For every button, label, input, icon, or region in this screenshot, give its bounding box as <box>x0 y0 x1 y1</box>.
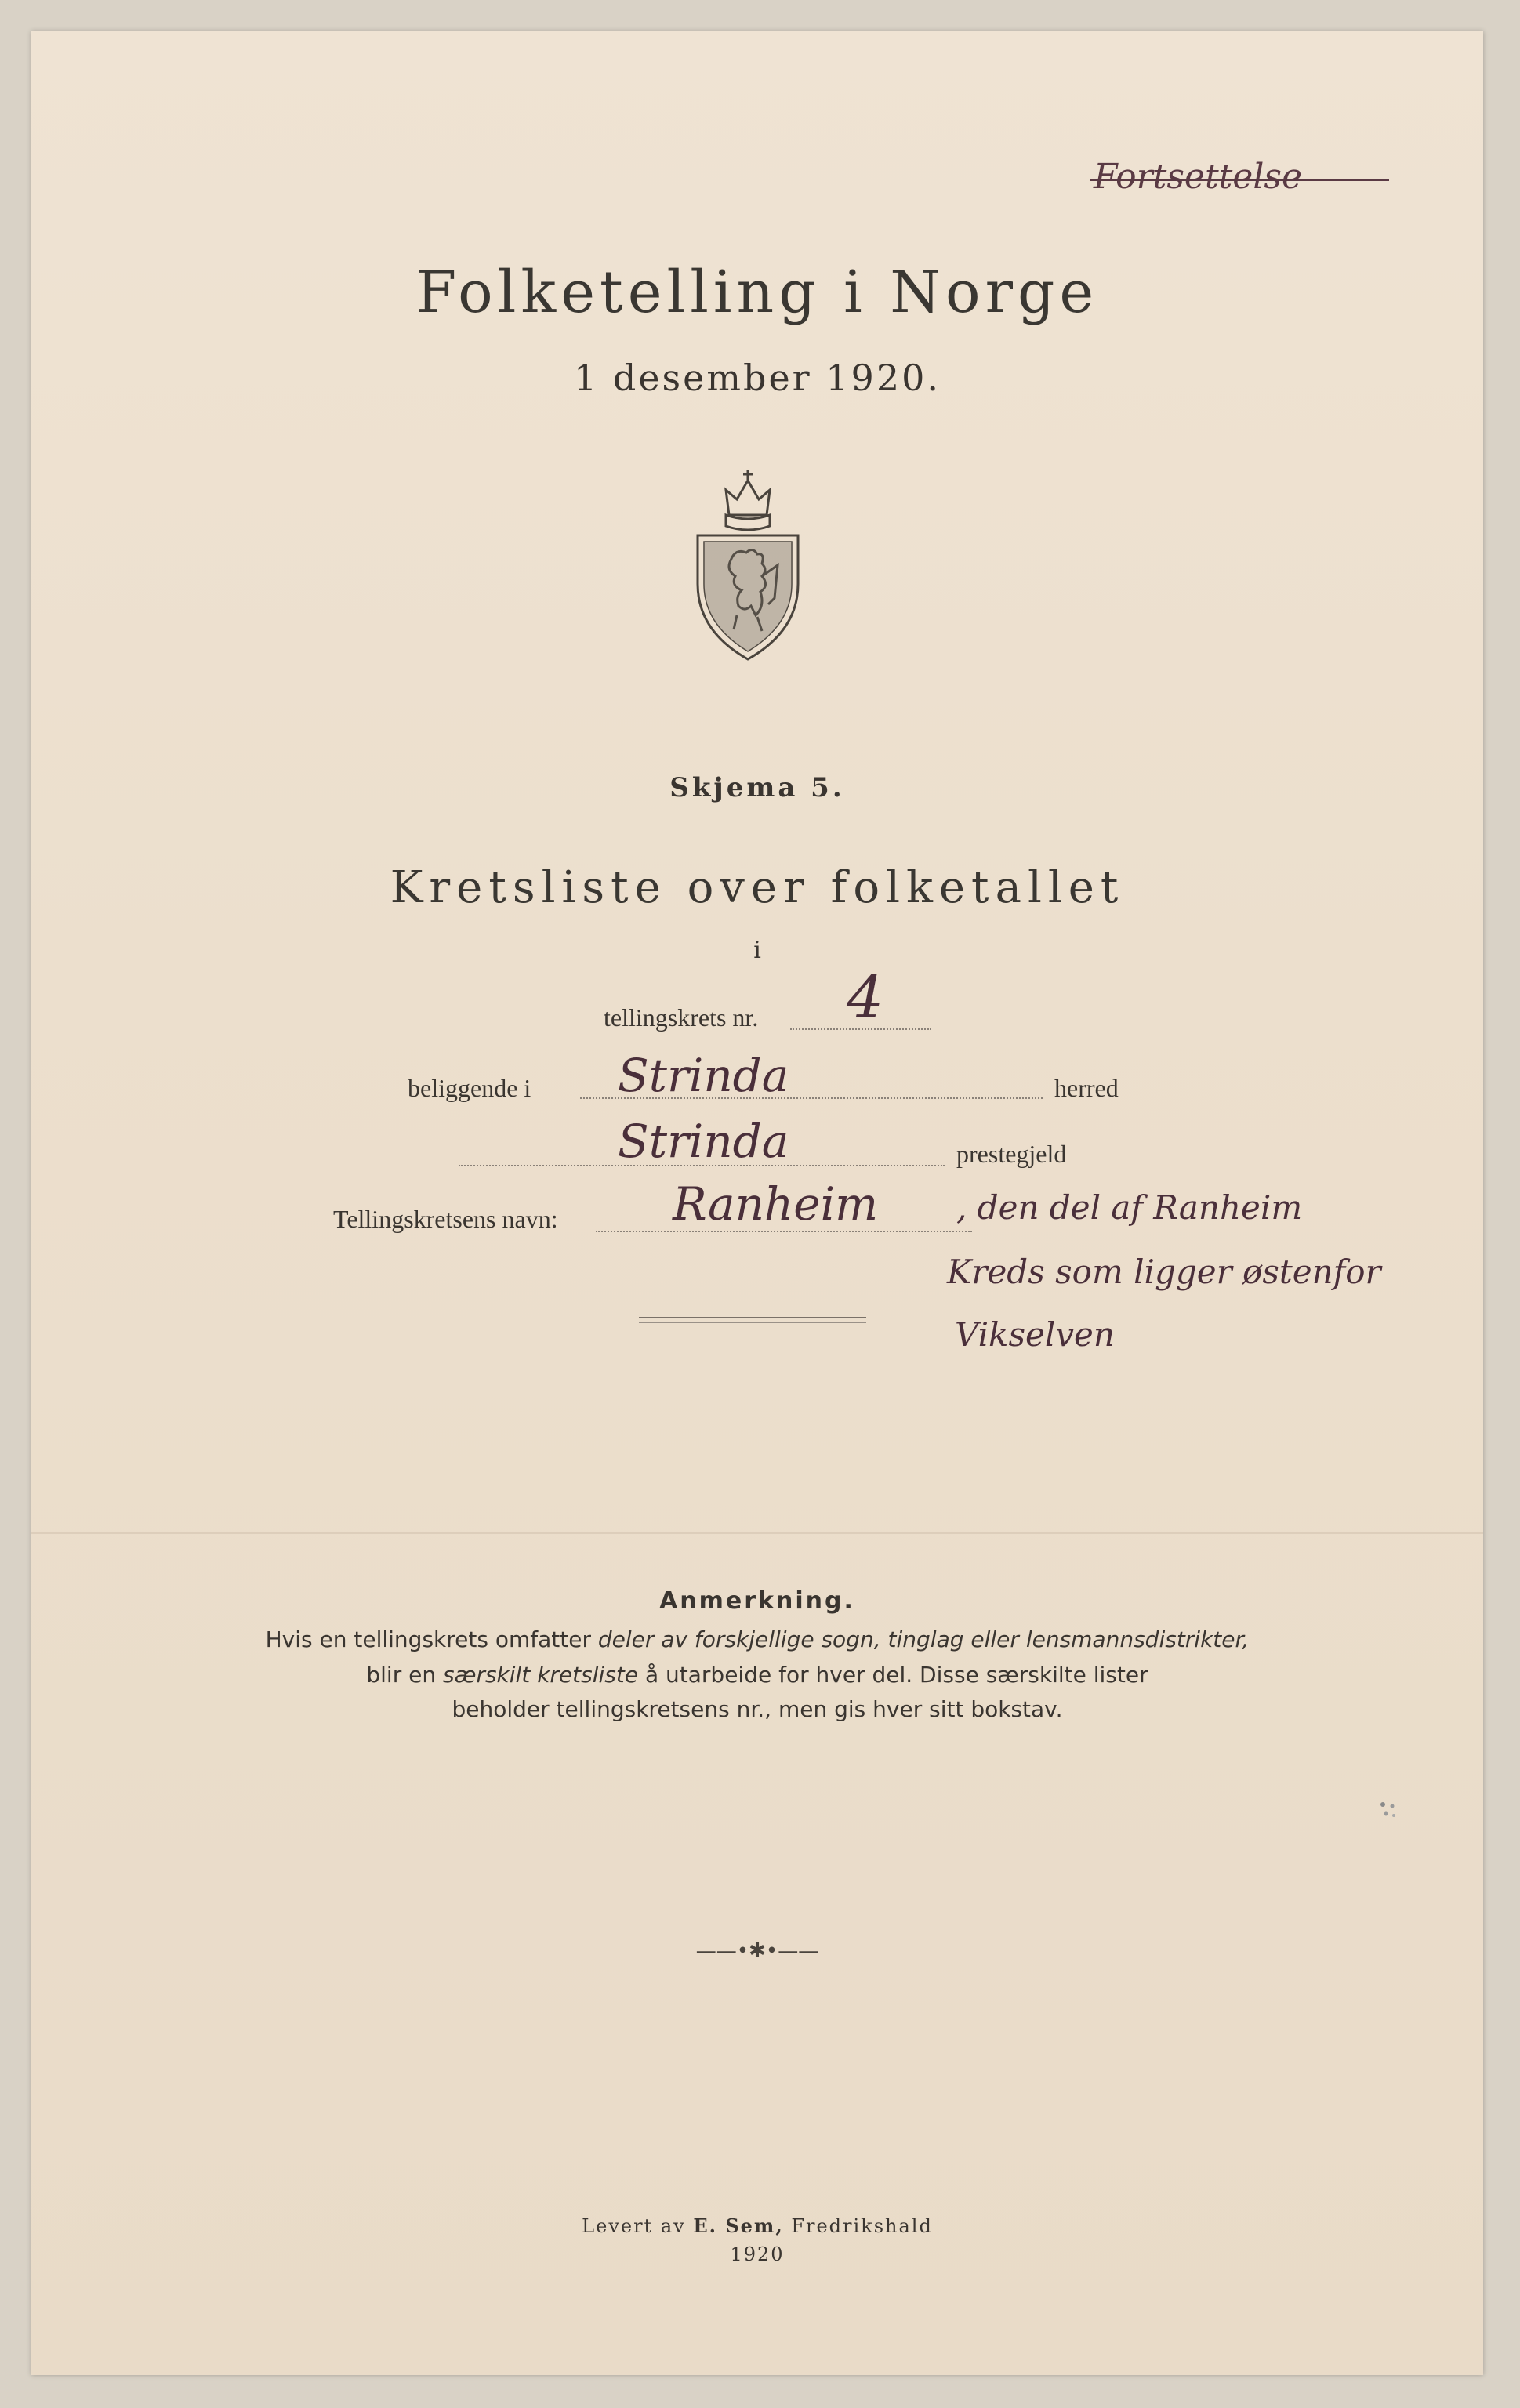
district-name-note-line3: Vikselven <box>955 1315 1115 1354</box>
census-form-page <box>31 31 1483 2375</box>
remark-line-2-a: blir en <box>366 1662 443 1688</box>
paper-fold-line <box>31 1532 1483 1534</box>
district-name-note-line2: Kreds som ligger østenfor <box>947 1253 1381 1291</box>
strike-through-line <box>1090 179 1389 181</box>
remark-line-1-b: deler av forskjellige sogn, tinglag eller lensmannsdistrikter, <box>597 1626 1250 1652</box>
stamp-mark-icon <box>1378 1800 1398 1820</box>
located-in-label: beliggende i <box>408 1074 531 1102</box>
printer-place: Fredrikshald <box>783 2215 933 2237</box>
district-number-label: tellingskrets nr. <box>604 1003 759 1032</box>
preposition-i: i <box>753 937 761 964</box>
printer-name: E. Sem, <box>693 2214 784 2237</box>
form-number: Skjema 5. <box>669 772 845 803</box>
district-name-value: Ranheim <box>673 1177 879 1231</box>
separator-rule <box>639 1317 866 1318</box>
remark-line-1-a: Hvis en tellingskrets omfatter <box>265 1626 598 1652</box>
parish-value: Strinda <box>618 1115 789 1168</box>
separator-rule-thin <box>639 1322 866 1323</box>
located-in-value: Strinda <box>618 1049 789 1102</box>
printer-credit-prefix: Levert av <box>582 2215 694 2237</box>
document-title: Folketelling i Norge <box>415 259 1099 326</box>
norwegian-coat-of-arms-icon <box>690 466 806 662</box>
parish-label: prestegjeld <box>956 1140 1067 1168</box>
printer-credit <box>31 2214 1483 2237</box>
printer-year: 1920 <box>730 2243 785 2265</box>
remark-line-2-c: å utarbeide for hver del. Disse særskilte lister <box>638 1662 1148 1688</box>
remark-line-1 <box>31 1626 1483 1652</box>
struck-handwritten-word: Fortsettelse <box>1094 157 1303 197</box>
district-number-value: 4 <box>847 964 884 1032</box>
district-name-note-line1: , den del af Ranheim <box>956 1188 1303 1227</box>
remark-line-2-b: særskilt kretsliste <box>443 1662 639 1688</box>
remark-line-3: beholder tellingskretsens nr., men gis hver sitt bokstav. <box>452 1696 1063 1722</box>
district-name-label: Tellingskretsens navn: <box>333 1205 558 1233</box>
census-date: 1 desember 1920. <box>574 357 941 399</box>
remark-line-2 <box>31 1662 1483 1688</box>
form-heading: Kretsliste over folketallet <box>390 862 1125 913</box>
herred-label: herred <box>1054 1074 1119 1102</box>
remark-title: Anmerkning. <box>659 1587 855 1615</box>
district-name-dotted-line <box>596 1231 972 1232</box>
ornament-divider: ——•✱•—— <box>695 1939 819 1963</box>
